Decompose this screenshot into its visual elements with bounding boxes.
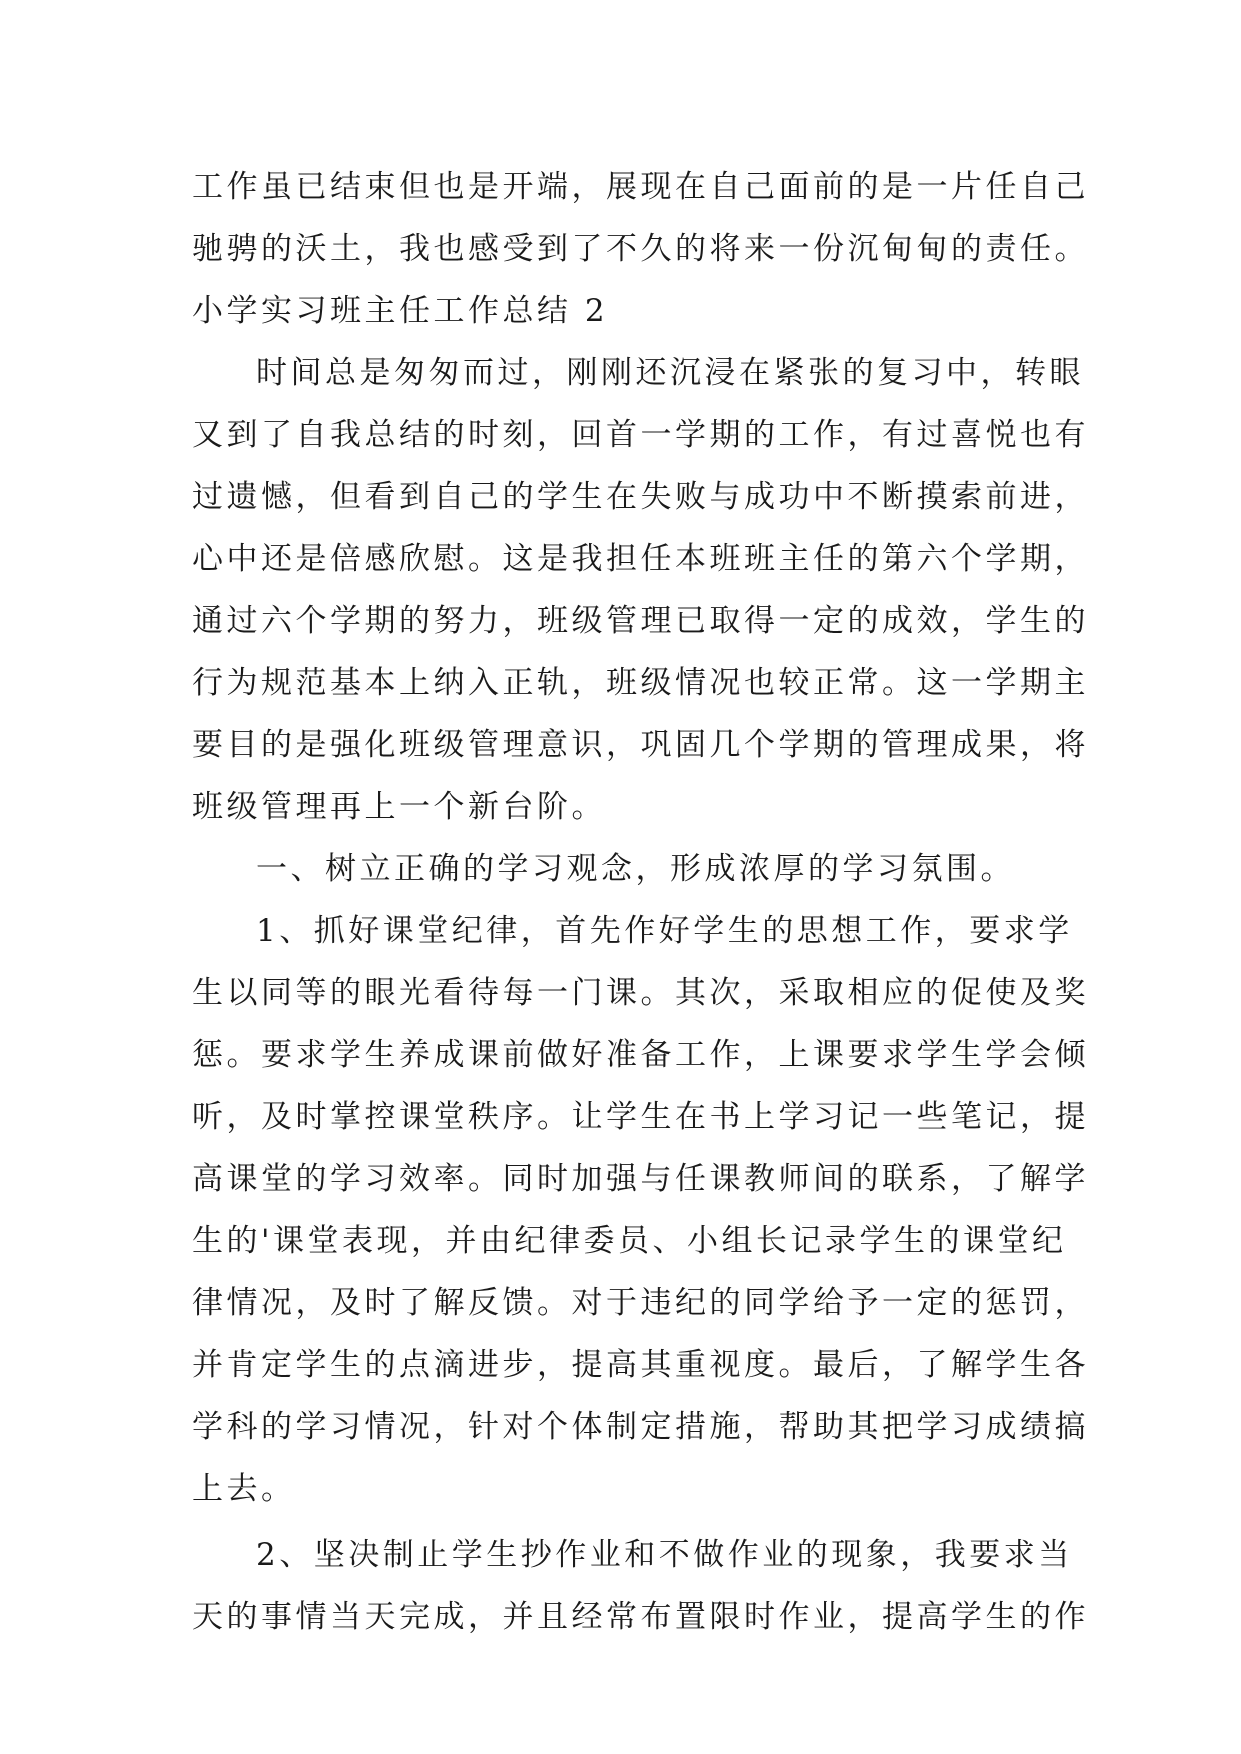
text-line: 又到了自我总结的时刻，回首一学期的工作，有过喜悦也有 (192, 417, 1089, 453)
section-heading (192, 280, 1052, 342)
paragraph (192, 1524, 1089, 1648)
text-line: 天的事情当天完成，并且经常布置限时作业，提高学生的作 (192, 1599, 1089, 1635)
text-line: 惩。要求学生养成课前做好准备工作，上课要求学生学会倾 (192, 1037, 1089, 1073)
text-line: 时间总是匆匆而过，刚刚还沉浸在紧张的复习中，转眼 (256, 355, 1084, 391)
text-line: 学科的学习情况，针对个体制定措施，帮助其把学习成绩搞 (192, 1409, 1089, 1445)
heading-text: 小学实习班主任工作总结 2 (192, 293, 609, 329)
paragraph (192, 156, 1089, 280)
text-line: 一、树立正确的学习观念，形成浓厚的学习氛围。 (256, 851, 1015, 887)
text-line: 工作虽已结束但也是开端，展现在自己面前的是一片任自己 (192, 169, 1089, 205)
text-line: 并肯定学生的点滴进步，提高其重视度。最后，了解学生各 (192, 1347, 1089, 1383)
text-line: 听，及时掌控课堂秩序。让学生在书上学习记一些笔记，提 (192, 1099, 1089, 1135)
text-line: 通过六个学期的努力，班级管理已取得一定的成效，学生的 (192, 603, 1089, 639)
document-body (192, 156, 1089, 1648)
paragraph (192, 342, 1089, 838)
text-line: 上去。 (192, 1471, 296, 1507)
text-line: 生以同等的眼光看待每一门课。其次，采取相应的促使及奖 (192, 975, 1089, 1011)
text-line: 过遗憾，但看到自己的学生在失败与成功中不断摸索前进， (192, 479, 1089, 515)
text-line: 律情况，及时了解反馈。对于违纪的同学给予一定的惩罚， (192, 1285, 1089, 1321)
text-line: 班级管理再上一个新台阶。 (192, 789, 606, 825)
text-line: 要目的是强化班级管理意识，巩固几个学期的管理成果，将 (192, 727, 1089, 763)
text-line: 2、坚决制止学生抄作业和不做作业的现象，我要求当 (256, 1537, 1073, 1573)
text-line: 驰骋的沃土，我也感受到了不久的将来一份沉甸甸的责任。 (192, 231, 1089, 267)
text-line: 1、抓好课堂纪律，首先作好学生的思想工作，要求学 (256, 913, 1073, 949)
text-line: 生的'课堂表现，并由纪律委员、小组长记录学生的课堂纪 (192, 1223, 1067, 1259)
text-line: 心中还是倍感欣慰。这是我担任本班班主任的第六个学期， (192, 541, 1089, 577)
text-line: 高课堂的学习效率。同时加强与任课教师间的联系，了解学 (192, 1161, 1089, 1197)
paragraph (192, 900, 1089, 1520)
text-line: 行为规范基本上纳入正轨，班级情况也较正常。这一学期主 (192, 665, 1089, 701)
subsection-title (192, 838, 1052, 900)
